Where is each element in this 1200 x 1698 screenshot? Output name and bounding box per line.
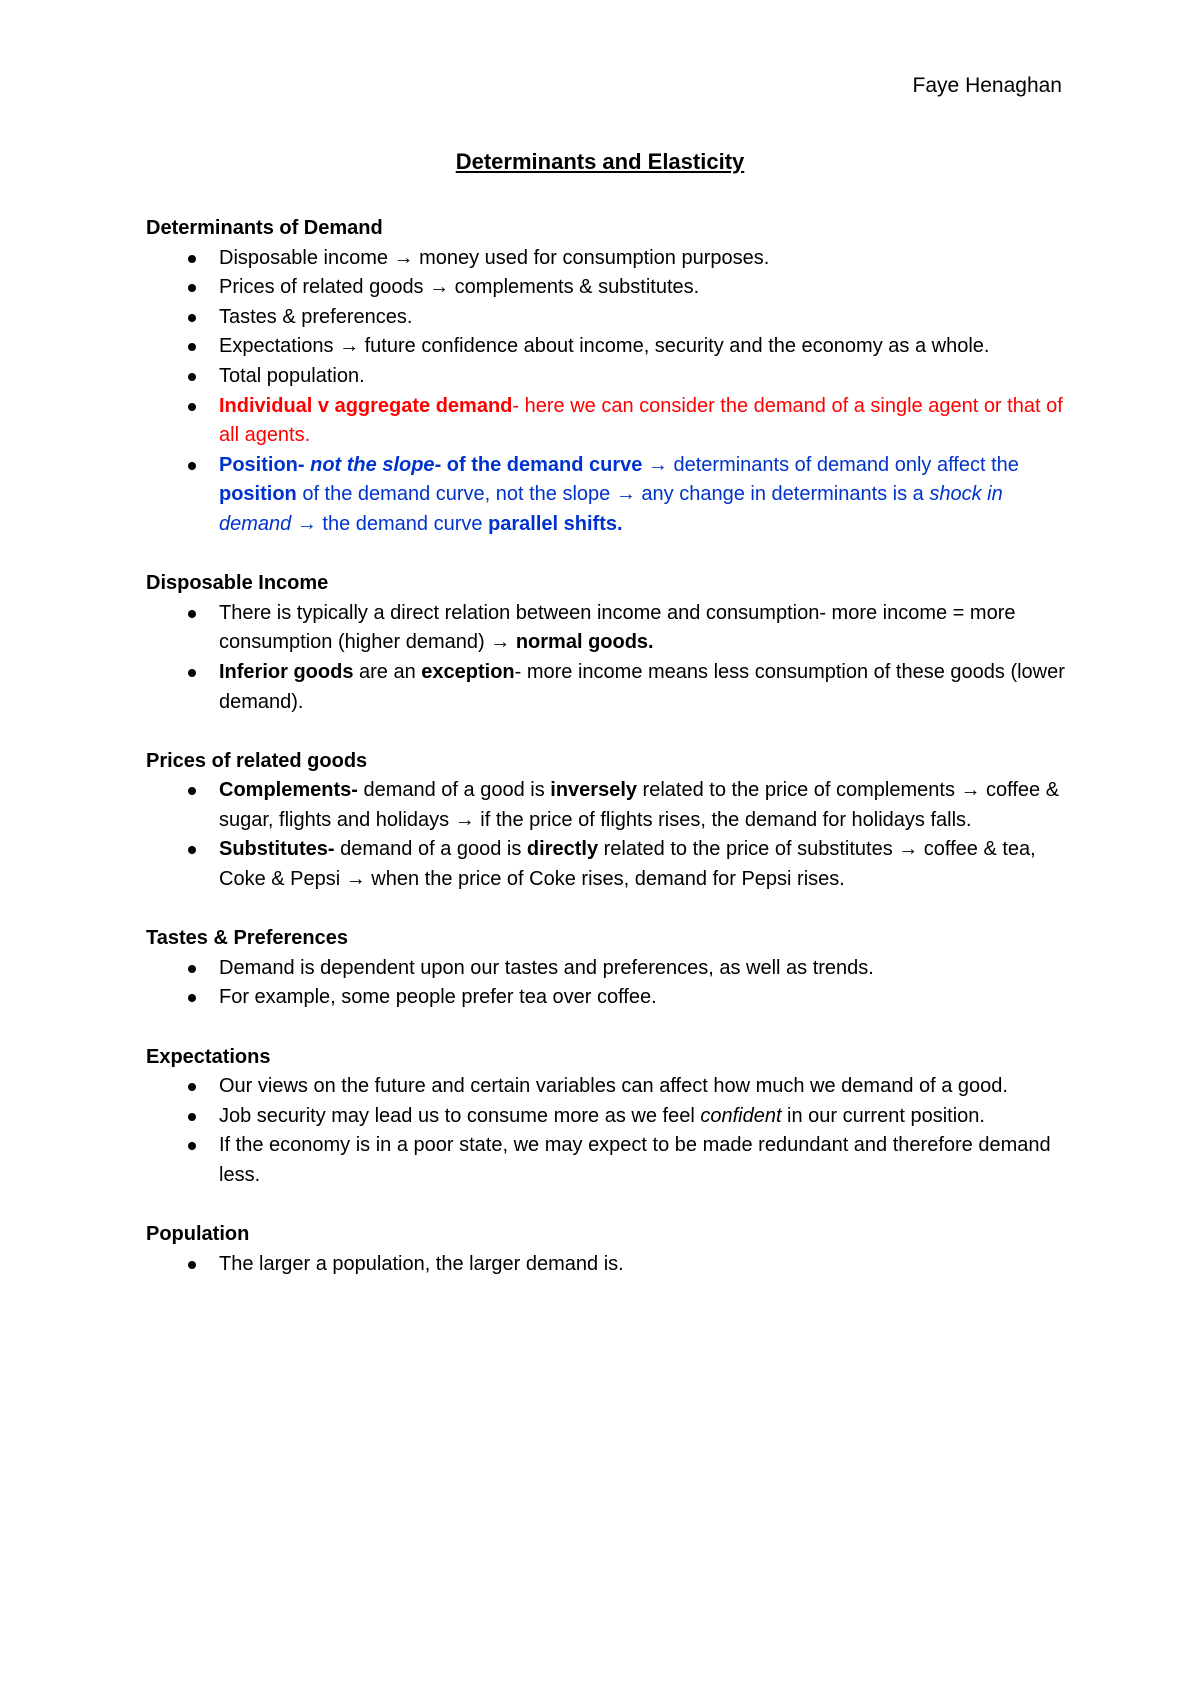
list-item: For example, some people prefer tea over coffee. [146,983,1066,1013]
bold-text: Position- [219,453,311,476]
bold-text: position [219,483,297,506]
document-body [146,214,1066,1309]
bullet-list [146,954,1066,1013]
bold-text: - of the demand curve [434,453,643,476]
bold-text: Individual v aggregate demand [219,394,513,417]
bold-text: normal goods. [515,631,654,654]
text-run: There is typically a direct relation between income and consumption- more income = more consumption (higher demand) → [219,601,1016,654]
document-title: Determinants and Elasticity [455,149,745,174]
italic-text: shock in demand [219,483,1003,535]
list-item [146,392,1066,451]
text-run: - here we can consider the demand of a single agent or that of all agents. [219,394,1063,447]
list-item: Our views on the future and certain variables can affect how much we demand of a good. [146,1072,1066,1102]
section-population [146,1220,1066,1279]
list-item [146,658,1066,717]
section-expectations [146,1043,1066,1191]
bold-italic-text: not the slope [310,453,435,476]
bullet-list [146,1250,1066,1280]
section-disposable-income [146,569,1066,717]
section-determinants [146,214,1066,540]
section-heading: Determinants of Demand [146,217,383,239]
section-heading: Population [146,1223,250,1246]
text-run: - more income means less consumption of these goods (lower demand). [219,660,1065,713]
text-run: demand of a good is [357,779,551,802]
list-item [146,776,1066,835]
list-item: The larger a population, the larger demand is. [146,1250,1066,1280]
list-item [146,835,1066,894]
bullet-list [146,1072,1066,1190]
bold-text: exception [421,660,515,683]
bold-text: inversely [550,779,637,802]
text-run: in our current position. [781,1104,985,1127]
section-heading: Tastes & Preferences [146,927,348,950]
text-run: related to the price of substitutes → coffee & tea, Coke & Pepsi → when the price of Coke rises, demand for Pepsi rises. [219,838,1036,891]
list-item: Demand is dependent upon our tastes and preferences, as well as trends. [146,954,1066,984]
text-run: → the demand curve [291,512,489,535]
text-run: related to the price of complements → coffee & sugar, flights and holidays → if the price of flights rises, the demand for holidays falls. [219,779,1060,831]
list-item: Disposable income → money used for consumption purposes. [146,244,1066,274]
bold-text: Inferior goods [219,660,354,683]
bold-text: Complements- [219,779,358,802]
text-run: → determinants of demand only affect the [642,453,1019,476]
list-item: If the economy is in a poor state, we may expect to be made redundant and therefore demand less. [146,1131,1066,1190]
bullet-list [146,599,1066,717]
bullet-list [146,244,1066,540]
text-run: of the demand curve, not the slope → any change in determinants is a [296,483,930,506]
bold-text: Substitutes- [219,838,335,861]
bullet-list [146,776,1066,894]
list-item: Expectations → future confidence about income, security and the economy as a whole. [146,332,1066,362]
section-heading: Prices of related goods [146,749,368,772]
list-item [146,1102,1066,1132]
bold-text: directly [526,838,599,861]
section-heading: Disposable Income [146,572,329,595]
list-item [146,451,1066,540]
text-run: are an [353,660,422,683]
text-run: Job security may lead us to consume more as we feel [219,1104,701,1127]
italic-text: confident [700,1104,782,1127]
section-heading: Expectations [146,1045,271,1068]
section-tastes [146,924,1066,1013]
list-item: Total population. [146,362,1066,392]
list-item: Prices of related goods → complements & substitutes. [146,273,1066,303]
author-name: Faye Henaghan [912,74,1062,97]
text-run: demand of a good is [334,838,527,861]
list-item: Tastes & preferences. [146,303,1066,333]
section-related-goods [146,747,1066,895]
list-item [146,599,1066,658]
bold-text: parallel shifts. [488,512,623,535]
